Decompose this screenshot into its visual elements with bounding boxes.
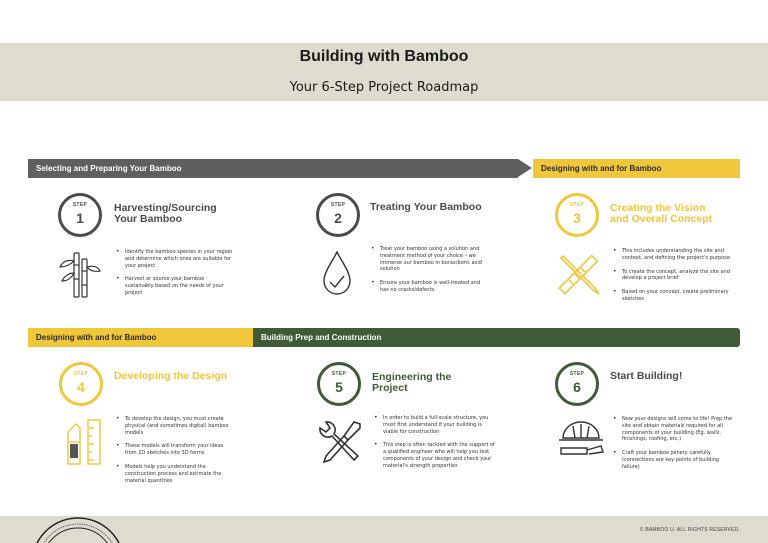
step-label: STEP [330,202,346,208]
bullet-item: • Identify the bamboo species in your region and determine which ones are suitable for your project [125,249,233,269]
step-1-badge [58,193,102,237]
step-3-title: Creating the Vision and Overall Concept [610,202,713,225]
page-subtitle: Your 6-Step Project Roadmap [289,80,479,95]
step-4-bullets [125,416,230,491]
bullet-item: • Now your designs will come to life! Prep the site and obtain materials required for all components of your building (Eg. walls, finishings, roofing, etc.) [622,416,734,443]
bullet-item: • To create the concept, analyze the site and develop a project brief [622,269,730,283]
step-6-title: Start Building! [610,370,683,382]
wrench-screwdriver-icon [316,418,364,466]
step-2-title: Treating Your Bamboo [370,201,482,213]
step-5-bullets [383,415,495,477]
bullet-item: • Ensure your bamboo is well-treated and has no cracks/defects [380,280,488,294]
step-6-badge [555,362,599,406]
page-title: Building with Bamboo [299,48,469,65]
step-label: STEP [569,202,585,208]
phase-bar-designing-bottom: Designing with and for Bamboo [28,328,253,347]
step-4-badge [59,362,103,406]
step-label: STEP [72,202,88,208]
bullet-item: • Models help you understand the construction process and estimate the material quantities [125,464,230,484]
bullet-item: • These models will transform your ideas from 2D sketches into 3D forms [125,443,230,457]
step-number: 2 [334,210,342,226]
step-5-title: Engineering the Project [372,371,452,394]
step-number: 5 [335,379,343,395]
step-number: 4 [77,379,85,395]
step-1-bullets [125,249,233,304]
bamboo-u-seal-logo-icon [30,516,130,543]
cutter-ruler-icon [62,418,106,466]
bullet-item: • Craft your bamboo joinery carefully (connections are key points of building failure) [622,450,734,470]
step-2-badge [316,193,360,237]
pencil-ruler-icon [555,250,603,298]
bullet-item: • This includes understanding the site and context, and defining the project's purpose [622,248,730,262]
bullet-item: • To develop the design, you must create physical (and sometimes digital) bamboo models [125,416,230,436]
step-3-bullets [622,248,730,310]
water-drop-check-icon [320,250,354,298]
step-5-badge [317,362,361,406]
phase-bar-designing-top: Designing with and for Bamboo [533,159,740,178]
step-label: STEP [73,371,89,377]
step-number: 6 [573,379,581,395]
step-4-title: Developing the Design [114,370,228,382]
copyright-text: © BAMBOO U. ALL RIGHTS RESERVED. [639,527,740,533]
bullet-item: • Based on your concept, create preliminary sketches [622,289,730,303]
step-label: STEP [331,371,347,377]
bullet-item: • Treat your bamboo using a solution and treatment method of your choice – we immerse our bamboo in borax/boric acid solution [380,246,488,273]
bullet-item: • This step is often tackled with the support of a qualified engineer who will help you test components of your design and check your material's strength properties [383,442,495,469]
step-6-bullets [622,416,734,478]
phase-arrow-tip [518,159,532,177]
step-label: STEP [569,371,585,377]
step-number: 1 [76,210,84,226]
hardhat-tools-icon [557,420,605,460]
bamboo-stalks-icon [58,251,102,299]
bullet-item: • Harvest or source your bamboo sustainably based on the needs of your project [125,276,233,296]
phase-bar-selecting: Selecting and Preparing Your Bamboo [28,159,518,178]
phase-bar-building: Building Prep and Construction [253,328,740,347]
step-number: 3 [573,210,581,226]
step-1-title: Harvesting/Sourcing Your Bamboo [114,202,217,225]
step-2-bullets [380,246,488,301]
step-3-badge [555,193,599,237]
bullet-item: • In order to build a full-scale structure, you must first understand if your building is viable for construction [383,415,495,435]
